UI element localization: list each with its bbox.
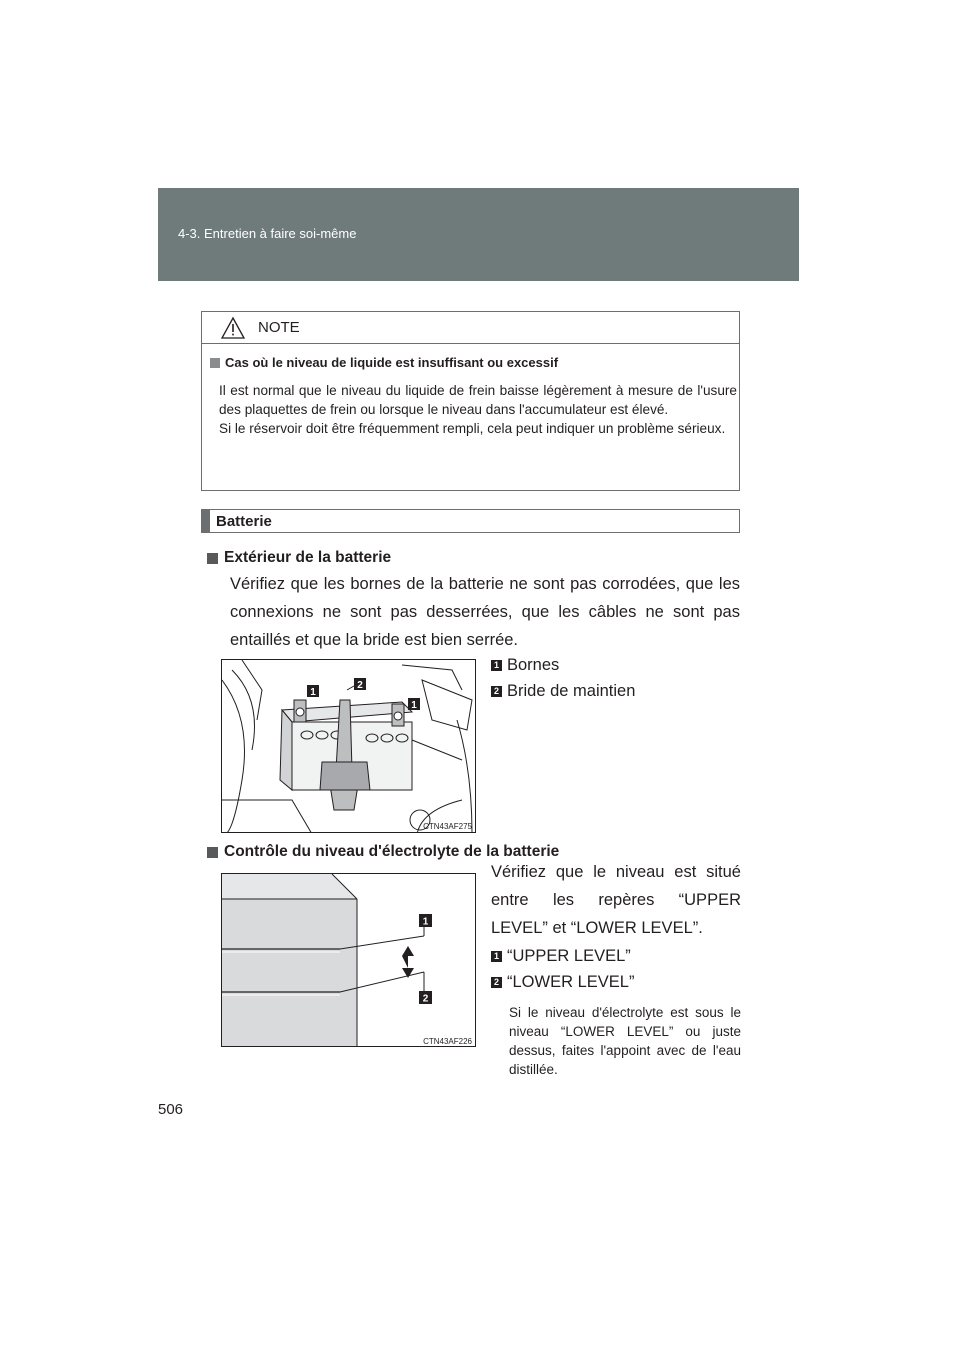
figure-code: CTN43AF275	[423, 822, 472, 831]
subheading-exterior: Extérieur de la batterie	[207, 549, 391, 567]
note-paragraph: Si le réservoir doit être fréquemment rempli, cela peut indiquer un problème sérieux.	[219, 421, 726, 436]
note-box	[201, 311, 740, 491]
note-body	[219, 381, 737, 438]
note-subtitle	[210, 355, 558, 370]
note-header	[202, 312, 739, 344]
subheading-electrolyte: Contrôle du niveau d'électrolyte de la batterie	[207, 843, 559, 861]
number-box: 2	[491, 977, 502, 988]
svg-text:1: 1	[411, 700, 417, 711]
note-paragraph: Il est normal que le niveau du liquide de frein baisse légèrement à mesure de l'usure des plaquettes de frein ou lorsque le niveau dans l'accumulateur est élevé.	[219, 383, 737, 417]
number-box: 1	[491, 660, 502, 671]
number-box: 1	[491, 951, 502, 962]
note-subtitle-text: Cas où le niveau de liquide est insuffisant ou excessif	[225, 355, 559, 370]
electrolyte-note: Si le niveau d'électrolyte est sous le niveau “LOWER LEVEL” ou juste dessus, faites l'appoint avec de l'eau distillée.	[509, 1005, 741, 1077]
section-title: Batterie	[216, 512, 272, 530]
section-header: 4-3. Entretien à faire soi-même	[178, 226, 357, 241]
battery-terminal-figure	[221, 659, 476, 833]
section-accent	[202, 510, 210, 532]
electrolyte-illustration	[222, 874, 476, 1047]
page-number: 506	[158, 1101, 184, 1118]
square-bullet-icon	[207, 553, 218, 564]
svg-text:2: 2	[422, 993, 429, 1005]
electrolyte-level-figure	[221, 873, 476, 1047]
square-bullet-icon	[207, 847, 218, 858]
battery-illustration	[222, 660, 476, 833]
exterior-paragraph: Vérifiez que les bornes de la batterie ne sont pas corrodées, que les connexions ne sont pas desserrées, que les câbles ne sont pas entaillés et que la bride est bien serrée.	[230, 575, 740, 649]
figure-code: CTN43AF226	[423, 1037, 472, 1046]
legend-item-lower-level: 2 “LOWER LEVEL”	[491, 973, 634, 992]
svg-text:2: 2	[357, 680, 363, 691]
warning-triangle-icon	[220, 316, 246, 340]
section-title-bar	[201, 509, 740, 533]
svg-text:1: 1	[422, 916, 429, 928]
legend-item-clamp: 2 Bride de maintien	[491, 682, 635, 701]
svg-text:1: 1	[310, 687, 316, 698]
legend-item-terminals: 1 Bornes	[491, 656, 559, 675]
legend-item-upper-level: 1 “UPPER LEVEL”	[491, 947, 631, 966]
note-label: NOTE	[258, 319, 300, 336]
electrolyte-paragraph: Vérifiez que le niveau est situé entre les repères “UPPER LEVEL” et “LOWER LEVEL”.	[491, 863, 741, 937]
square-bullet-icon	[210, 358, 220, 368]
number-box: 2	[491, 686, 502, 697]
